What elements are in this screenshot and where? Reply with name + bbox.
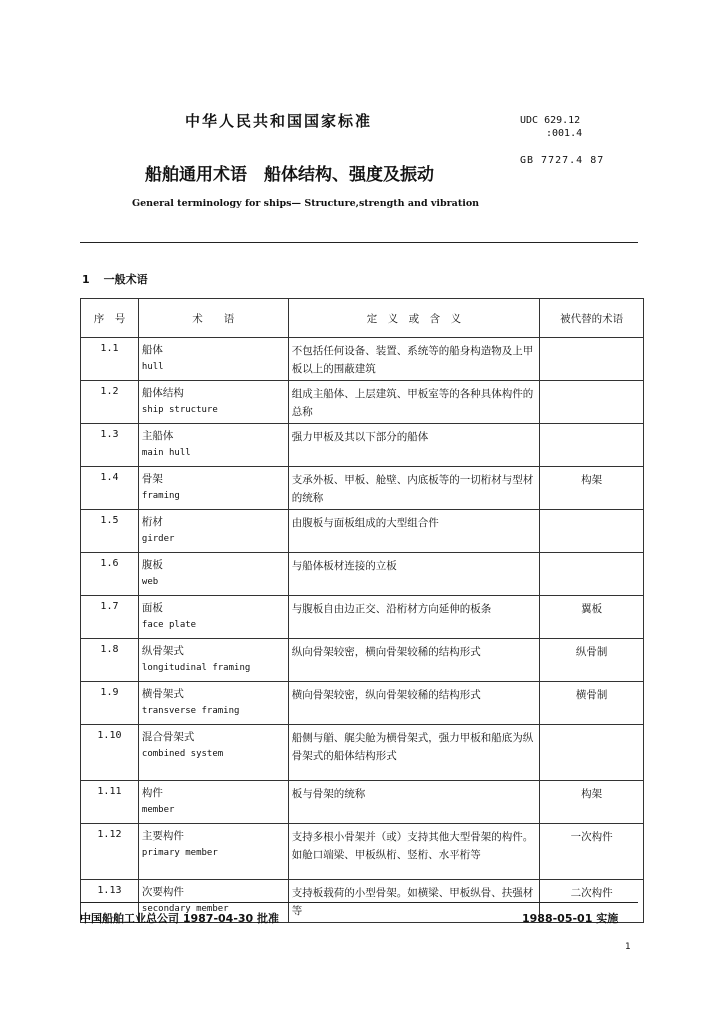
replaced-term <box>540 725 644 781</box>
term-cell <box>138 596 288 639</box>
term-cell <box>138 824 288 880</box>
replaced-term: 纵骨制 <box>540 639 644 682</box>
table-row <box>81 725 644 781</box>
header-definition: 定 义 或 含 义 <box>288 299 539 338</box>
section-heading <box>82 271 148 287</box>
term-cell <box>138 553 288 596</box>
term-chinese: 桁材 <box>141 516 163 528</box>
term-english: member <box>141 805 175 815</box>
replaced-term: 横骨制 <box>540 682 644 725</box>
term-chinese: 面板 <box>141 602 163 614</box>
standard-name: 中华人民共和国国家标准 <box>185 112 373 130</box>
term-cell <box>138 381 288 424</box>
term-english: combined system <box>141 749 224 759</box>
term-english: web <box>141 577 159 587</box>
approval-note: 中国船舶工业总公司 1987-04-30 批准 <box>80 912 280 925</box>
english-title: General terminology for ships— Structure,strength and vibration <box>132 198 480 209</box>
header-term: 术 语 <box>138 299 288 338</box>
document-title: 船舶通用术语 船体结构、强度及振动 <box>145 165 434 185</box>
replaced-term <box>540 510 644 553</box>
table-row <box>81 824 644 880</box>
term-chinese: 混合骨架式 <box>141 731 195 743</box>
term-definition: 支持板载荷的小型骨架。如横梁、甲板纵骨、扶强材等 <box>288 880 539 923</box>
table-row <box>81 338 644 381</box>
udc-line-1: UDC 629.12 <box>520 115 581 126</box>
term-chinese: 横骨架式 <box>141 688 184 700</box>
table-row <box>81 682 644 725</box>
term-definition: 横向骨架较密，纵向骨架较稀的结构形式 <box>288 682 539 725</box>
term-number: 1.12 <box>81 824 139 880</box>
term-chinese: 次要构件 <box>141 886 184 898</box>
term-number: 1.7 <box>81 596 139 639</box>
table-row <box>81 381 644 424</box>
table-row <box>81 596 644 639</box>
replaced-term: 一次构件 <box>540 824 644 880</box>
term-number: 1.11 <box>81 781 139 824</box>
term-number: 1.13 <box>81 880 139 923</box>
replaced-term: 翼板 <box>540 596 644 639</box>
replaced-term <box>540 553 644 596</box>
term-chinese: 船体结构 <box>141 387 184 399</box>
table-row <box>81 639 644 682</box>
replaced-term: 构架 <box>540 781 644 824</box>
replaced-term <box>540 338 644 381</box>
page-number: 1 <box>625 942 631 952</box>
term-cell <box>138 781 288 824</box>
term-number: 1.2 <box>81 381 139 424</box>
term-definition: 与腹板自由边正交、沿桁材方向延伸的板条 <box>288 596 539 639</box>
table-row <box>81 510 644 553</box>
term-definition: 支承外板、甲板、舱壁、内底板等的一切桁材与型材的统称 <box>288 467 539 510</box>
term-cell <box>138 510 288 553</box>
term-cell <box>138 424 288 467</box>
gb-number: GB 7727.4 87 <box>520 155 605 166</box>
implementation-date: 1988-05-01 实施 <box>522 912 619 925</box>
term-definition: 由腹板与面板组成的大型组合件 <box>288 510 539 553</box>
table-row <box>81 467 644 510</box>
term-definition: 纵向骨架较密，横向骨架较稀的结构形式 <box>288 639 539 682</box>
term-number: 1.3 <box>81 424 139 467</box>
term-english: longitudinal framing <box>141 663 251 673</box>
term-chinese: 主要构件 <box>141 830 184 842</box>
section-title: 一般术语 <box>103 273 148 286</box>
term-cell <box>138 725 288 781</box>
terms-table <box>80 298 644 923</box>
replaced-term <box>540 381 644 424</box>
term-english: girder <box>141 534 175 544</box>
udc-code <box>520 114 582 140</box>
replaced-term: 二次构件 <box>540 880 644 923</box>
section-number: 1 <box>82 273 90 286</box>
header-replaced-term: 被代替的术语 <box>540 299 644 338</box>
top-divider <box>80 242 638 243</box>
term-number: 1.9 <box>81 682 139 725</box>
term-english: framing <box>141 491 180 501</box>
term-english: secondary member <box>141 904 229 914</box>
term-number: 1.5 <box>81 510 139 553</box>
replaced-term: 构架 <box>540 467 644 510</box>
term-definition: 板与骨架的统称 <box>288 781 539 824</box>
bottom-divider <box>80 902 638 903</box>
udc-line-2: :001.4 <box>546 128 583 139</box>
term-english: main hull <box>141 448 191 458</box>
replaced-term <box>540 424 644 467</box>
term-definition: 与船体板材连接的立板 <box>288 553 539 596</box>
term-definition: 不包括任何设备、装置、系统等的船身构造物及上甲板以上的围蔽建筑 <box>288 338 539 381</box>
term-chinese: 船体 <box>141 344 163 356</box>
term-definition: 组成主船体、上层建筑、甲板室等的各种具体构件的总称 <box>288 381 539 424</box>
header-number: 序 号 <box>81 299 139 338</box>
term-chinese: 骨架 <box>141 473 163 485</box>
term-number: 1.8 <box>81 639 139 682</box>
term-definition: 船侧与艏、艉尖舱为横骨架式，强力甲板和船底为纵骨架式的船体结构形式 <box>288 725 539 781</box>
table-row <box>81 781 644 824</box>
term-definition: 强力甲板及其以下部分的船体 <box>288 424 539 467</box>
table-row <box>81 424 644 467</box>
term-number: 1.10 <box>81 725 139 781</box>
term-cell <box>138 338 288 381</box>
term-chinese: 腹板 <box>141 559 163 571</box>
term-number: 1.4 <box>81 467 139 510</box>
term-number: 1.1 <box>81 338 139 381</box>
term-chinese: 构件 <box>141 787 163 799</box>
table-row <box>81 553 644 596</box>
term-english: primary member <box>141 848 218 858</box>
term-chinese: 主船体 <box>141 430 174 442</box>
term-chinese: 纵骨架式 <box>141 645 184 657</box>
term-cell <box>138 467 288 510</box>
term-english: ship structure <box>141 405 218 415</box>
table-header-row <box>81 299 644 338</box>
term-number: 1.6 <box>81 553 139 596</box>
term-definition: 支持多根小骨架并（或）支持其他大型骨架的构件。如舱口端梁、甲板纵桁、竖桁、水平桁等 <box>288 824 539 880</box>
term-english: face plate <box>141 620 197 630</box>
term-cell <box>138 682 288 725</box>
term-cell <box>138 639 288 682</box>
term-english: transverse framing <box>141 706 240 716</box>
term-english: hull <box>141 362 164 372</box>
